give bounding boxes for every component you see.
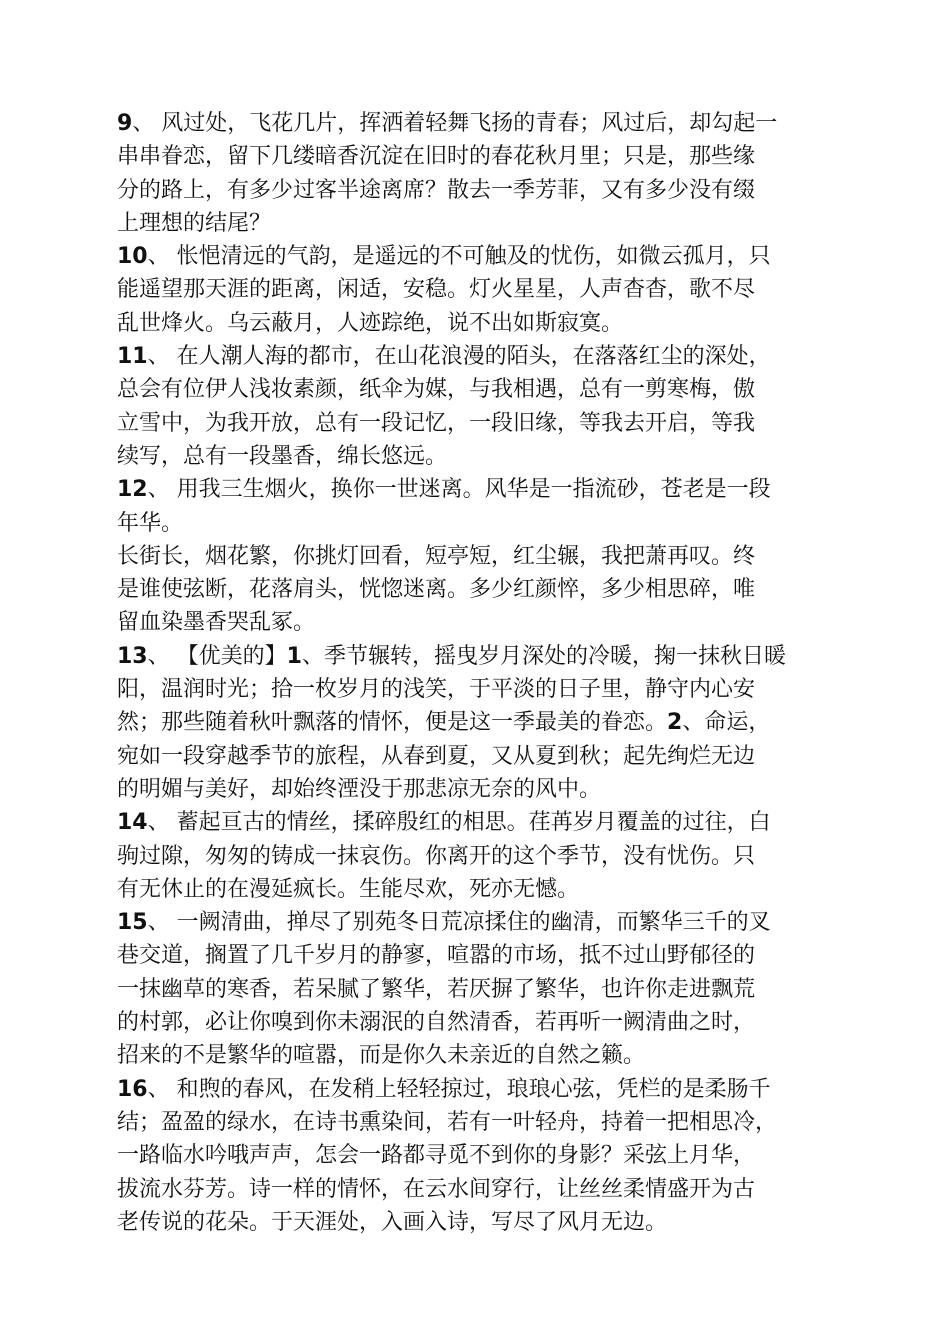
line-text: 、 怅悒清远的气韵，是遥远的不可触及的忧伤，如微云孤月，只 [147,244,771,270]
document-body [117,107,857,1239]
text-line [117,806,857,839]
line-text: 老传说的花朵。于天涯处，入画入诗，写尽了风月无边。 [117,1209,668,1235]
text-line [117,740,857,773]
text-line [117,340,857,373]
line-text: 、 在人潮人海的都市，在山花浪漫的陌头，在落落红尘的深处， [147,344,771,370]
line-text: 、 蓄起亘古的情丝，揉碎殷红的相思。荏苒岁月覆盖的过往，白 [147,810,771,836]
line-text: 能遥望那天涯的距离，闲适，安稳。灯火星星，人声杳杳，歌不尽 [117,277,756,303]
line-text: 、 【优美的】 [147,643,287,669]
line-text: 一路临水吟哦声声，怎会一路都寻觅不到你的身影？采弦上月华， [117,1143,756,1169]
line-text: 巷交道，搁置了几千岁月的静寥，喧嚣的市场，抵不过山野郁径的 [117,943,756,969]
line-text: 、 一阙清曲，掸尽了别苑冬日荒凉揉住的幽清，而繁华三千的叉 [147,910,771,936]
line-text: 拔流水芬芳。诗一样的情怀，在云水间穿行，让丝丝柔情盛开为古 [117,1176,756,1202]
line-text: 上理想的结尾？ [117,210,272,236]
text-line [117,174,857,207]
line-text: 是谁使弦断，花落肩头，恍惚迷离。多少红颜悴，多少相思碎，唯 [117,577,756,603]
line-text: 一抹幽草的寒香，若呆腻了繁华，若厌摒了繁华，也许你走进飘荒 [117,976,756,1002]
item-number: 10 [117,244,148,270]
text-line [117,873,857,906]
line-text: 乱世烽火。乌云蔽月，人迹踪绝，说不出如斯寂寞。 [117,310,624,336]
line-text: 总会有位伊人浅妆素颜，纸伞为媒，与我相遇，总有一剪寒梅，傲 [117,377,756,403]
line-text: 年华。 [117,510,184,536]
line-text: 、 风过处，飞花几片，挥洒着轻舞飞扬的青春；风过后，却勾起一 [132,111,778,136]
text-line [117,1173,857,1206]
text-line [117,1073,857,1106]
text-line [117,1206,857,1239]
text-line [117,939,857,972]
text-line [117,1039,857,1072]
text-line [117,373,857,406]
text-line [117,573,857,606]
text-line [117,507,857,540]
text-line [117,1006,857,1039]
text-line [117,273,857,306]
line-text-continued: 、季节辗转，摇曳岁月深处的冷暖，掬一抹秋日暖 [301,643,786,669]
text-line [117,240,857,273]
item-number: 11 [117,344,148,370]
line-text: 招来的不是繁华的喧嚣，而是你久未亲近的自然之籁。 [117,1043,646,1069]
line-text: 立雪中，为我开放，总有一段记忆，一段旧缘，等我去开启，等我 [117,410,756,436]
line-text: 有无休止的在漫延疯长。生能尽欢，死亦无憾。 [117,876,580,902]
text-line [117,107,857,140]
line-text: 留血染墨香哭乱冢。 [117,610,316,636]
item-number: 15 [117,910,148,936]
item-number: 12 [117,477,148,503]
text-line [117,640,857,673]
text-line [117,140,857,173]
line-text: 串串眷恋，留下几缕暗香沉淀在旧时的春花秋月里；只是，那些缘 [117,144,756,170]
item-number: 9 [117,111,133,136]
item-number: 14 [117,810,148,836]
line-text-continued: 、命运， [682,710,771,736]
line-text: 的明媚与美好，却始终湮没于那悲凉无奈的风中。 [117,776,602,802]
line-text: 的村郭，必让你嗅到你未溺泯的自然清香，若再听一阙清曲之时， [117,1010,756,1036]
text-line [117,673,857,706]
text-line [117,706,857,739]
text-line [117,1139,857,1172]
line-text: 分的路上，有多少过客半途离席？散去一季芳菲，又有多少没有缀 [117,177,756,203]
sub-item-number: 1 [286,643,302,669]
line-text: 、 和煦的春风，在发稍上轻轻掠过，琅琅心弦，凭栏的是柔肠千 [147,1076,771,1102]
line-text: 、 用我三生烟火，换你一世迷离。风华是一指流砂，苍老是一段 [147,477,771,503]
text-line [117,606,857,639]
text-line [117,840,857,873]
line-text: 长街长，烟花繁，你挑灯回看，短亭短，红尘辗，我把萧再叹。终 [117,543,756,569]
text-line [117,540,857,573]
text-line [117,906,857,939]
item-number: 13 [117,643,148,669]
line-text: 结；盈盈的绿水，在诗书熏染间，若有一叶轻舟，持着一把相思冷， [117,1109,778,1135]
text-line [117,473,857,506]
item-number: 16 [117,1076,148,1102]
text-line [117,207,857,240]
text-line [117,773,857,806]
text-line [117,1106,857,1139]
line-text: 然；那些随着秋叶飘落的情怀，便是这一季最美的眷恋。 [117,710,668,736]
line-text: 宛如一段穿越季节的旅程，从春到夏，又从夏到秋；起先绚烂无边 [117,743,756,769]
text-line [117,440,857,473]
text-line [117,307,857,340]
line-text: 阳，温润时光；拾一枚岁月的浅笑，于平淡的日子里，静守内心安 [117,677,756,703]
line-text: 续写，总有一段墨香，绵长悠远。 [117,443,448,469]
sub-item-number: 2 [667,710,683,736]
text-line [117,973,857,1006]
text-line [117,407,857,440]
line-text: 驹过隙，匆匆的铸成一抹哀伤。你离开的这个季节，没有忧伤。只 [117,843,756,869]
